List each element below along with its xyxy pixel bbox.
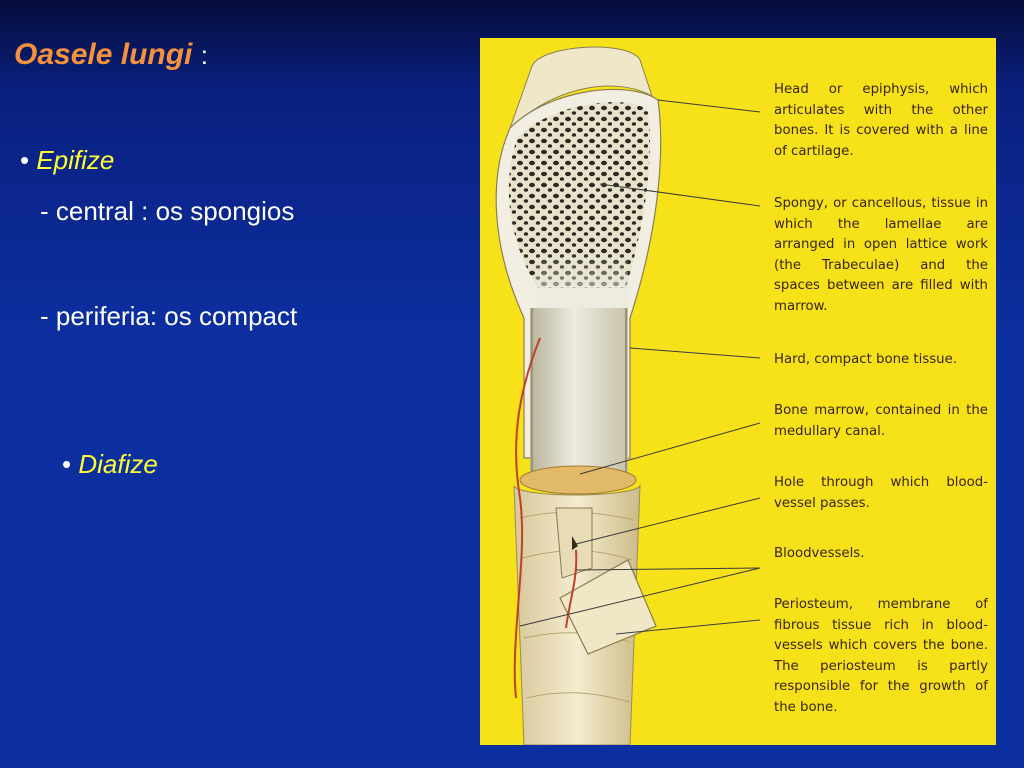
bullet-dot: • (62, 449, 72, 479)
bullet-diafize-label: Diafize (78, 449, 158, 479)
bullet-epifize-label: Epifize (36, 145, 115, 175)
epifize-central-item: - central : os spongios (40, 196, 295, 226)
slide-title-text: Oasele lungi (14, 38, 193, 71)
epifize-periferia-item: - periferia: os compact (40, 301, 298, 331)
annotation-periosteum: Periosteum, membrane of fibrous tissue rich in blood-vessels which covers the bone. The periosteum is partly responsible for the growth of the bone. (774, 597, 988, 715)
annotation-marrow: Bone marrow, contained in the medullary canal. (774, 403, 988, 439)
bone-illustration (480, 38, 996, 745)
slide-title-colon: : (200, 40, 208, 70)
bullet-epifize (20, 145, 114, 176)
bone-marrow-cut (520, 466, 636, 494)
bullet-dot: • (20, 145, 30, 175)
annotation-hole: Hole through which blood-vessel passes. (774, 475, 988, 511)
annotation-compact: Hard, compact bone tissue. (774, 352, 958, 367)
bullet-diafize (62, 449, 158, 480)
medullary-canal (530, 308, 628, 473)
annotation-vessels: Bloodvessels. (774, 546, 865, 561)
annotation-spongy: Spongy, or cancellous, tissue in which the lamellae are arranged in open lattice work (the Trabeculae) and the spaces between are filled with marrow. (774, 196, 988, 314)
annotation-head: Head or epiphysis, which articulates with the other bones. It is covered with a line of cartilage. (774, 82, 988, 159)
slide-title (14, 38, 208, 72)
